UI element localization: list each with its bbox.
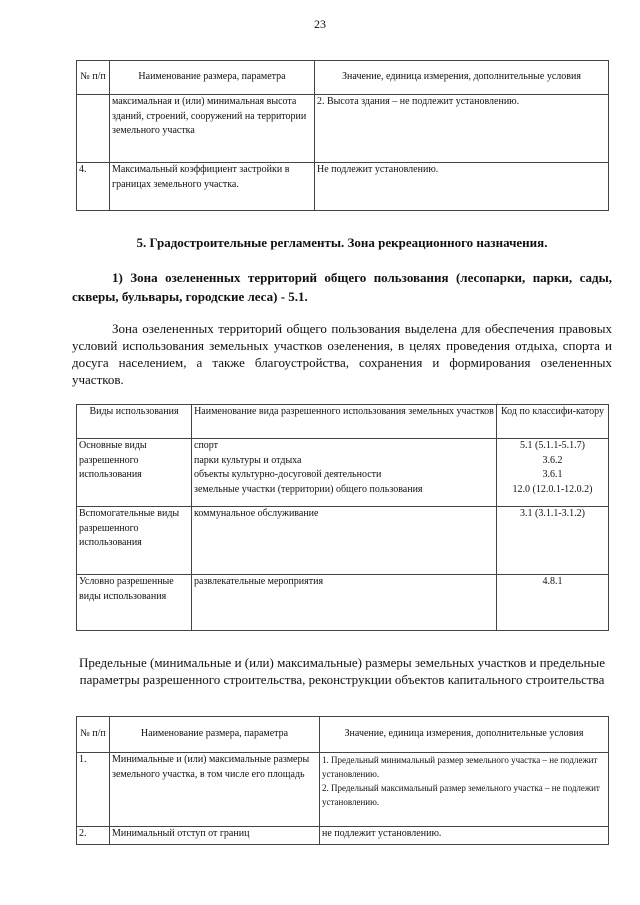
limits-table [76,716,609,845]
use-code: 5.1 (5.1.1-5.1.7) [520,440,585,451]
use-item: парки культуры и отдыха [194,454,302,466]
use-item: коммунальное обслуживание [192,507,497,575]
header-use-name: Наименование вида разрешенного использования земельных участков [192,405,497,439]
use-code: 3.6.1 [542,469,563,480]
row-name: максимальная и (или) минимальная высота зданий, строений, сооружений на территории земельного участка [110,95,315,163]
header-num: № п/п [77,61,110,95]
zone-paragraph: Зона озелененных территорий общего пользования выделена для обеспечения правовых условий использования земельных участков озеленения, в целях проведения отдыха, спорта и досуга населением, а также благоустройства, сохранения и формирования озелененных участков. [72,321,612,387]
use-type-auxiliary: Вспомогательные виды разрешенного использования [77,507,192,575]
row-name: Минимальные и (или) максимальные размеры земельного участка, в том числе его площадь [110,753,320,827]
limits-caption: Предельные (минимальные и (или) максимальные) размеры земельных участков и предельные параметры разрешенного строительства, реконструкции объектов капитального строительства [79,655,605,687]
use-code: 3.1 (3.1.1-3.1.2) [497,507,609,575]
use-code: 3.6.2 [542,454,563,466]
use-item: земельные участки (территории) общего пользования [194,483,423,495]
table-row [77,163,609,211]
table-header-row [77,405,609,439]
row-value: 2. Высота здания – не подлежит установлению. [315,95,609,163]
row-value [320,753,609,827]
page-number: 23 [314,17,326,31]
use-code: 12.0 (12.0.1-12.0.2) [512,483,593,495]
row-num: 1. [77,753,110,827]
use-item: объекты культурно-досуговой деятельности [194,469,382,480]
header-num: № п/п [77,717,110,753]
table-row [77,507,609,575]
table-row [77,95,609,163]
use-type-main: Основные виды разрешенного использования [77,439,192,507]
value-line: 2. Предельный максимальный размер земельного участка – не подлежит установлению. [322,783,600,807]
use-type-conditional: Условно разрешенные виды использования [77,575,192,631]
use-item: спорт [194,440,219,451]
row-name: Максимальный коэффициент застройки в границах земельного участка. [110,163,315,211]
use-codes-main [497,439,609,507]
row-name: Минимальный отступ от границ [110,827,320,845]
header-value: Значение, единица измерения, дополнительные условия [320,717,609,753]
table-row [77,575,609,631]
header-types: Виды использования [77,405,192,439]
table-row [77,753,609,827]
header-value: Значение, единица измерения, дополнительные условия [315,61,609,95]
zone-heading: 1) Зона озелененных территорий общего пользования (лесопарки, парки, сады, скверы, бульвары, городские леса) - 5.1. [72,270,612,304]
header-name: Наименование размера, параметра [110,717,320,753]
use-code: 4.8.1 [497,575,609,631]
table-row [77,827,609,845]
row-value: не подлежит установлению. [320,827,609,845]
parameters-table-continued [76,60,609,211]
row-num [77,95,110,163]
row-num: 2. [77,827,110,845]
section-heading: 5. Градостроительные регламенты. Зона рекреационного назначения. [136,235,548,250]
table-header-row [77,61,609,95]
table-header-row [77,717,609,753]
header-name: Наименование размера, параметра [110,61,315,95]
row-num: 4. [77,163,110,211]
use-item: развлекательные мероприятия [192,575,497,631]
value-line: 1. Предельный минимальный размер земельного участка – не подлежит установлению. [322,755,598,779]
use-items-main [192,439,497,507]
row-value: Не подлежит установлению. [315,163,609,211]
header-code: Код по классифи-катору [497,405,609,439]
table-row [77,439,609,507]
permitted-use-table [76,404,609,631]
